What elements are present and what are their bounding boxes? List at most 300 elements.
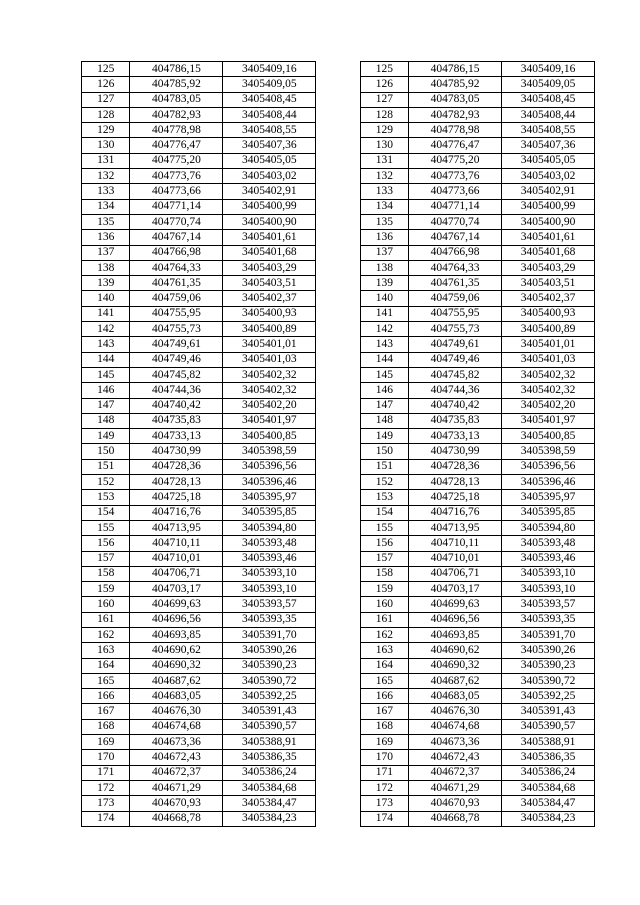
column-gap (316, 780, 360, 795)
left-y-coordinate-cell: 3405384,68 (223, 780, 316, 795)
left-point-number-cell: 146 (82, 383, 130, 398)
left-x-coordinate-cell: 404733,13 (130, 429, 223, 444)
left-point-number-cell: 156 (82, 536, 130, 551)
table-row (82, 811, 595, 826)
right-x-coordinate-cell: 404716,76 (409, 505, 502, 520)
left-y-coordinate-cell: 3405386,24 (223, 765, 316, 780)
table-row (82, 459, 595, 474)
column-gap (316, 337, 360, 352)
table-row (82, 505, 595, 520)
left-point-number-cell: 170 (82, 750, 130, 765)
right-x-coordinate-cell: 404668,78 (409, 811, 502, 826)
right-y-coordinate-cell: 3405391,70 (502, 627, 595, 642)
right-y-coordinate-cell: 3405396,56 (502, 459, 595, 474)
right-point-number-cell: 173 (360, 796, 408, 811)
right-point-number-cell: 163 (360, 643, 408, 658)
left-x-coordinate-cell: 404770,74 (130, 214, 223, 229)
right-x-coordinate-cell: 404671,29 (409, 780, 502, 795)
table-row (82, 536, 595, 551)
right-y-coordinate-cell: 3405403,51 (502, 276, 595, 291)
column-gap (316, 704, 360, 719)
right-y-coordinate-cell: 3405396,46 (502, 475, 595, 490)
left-point-number-cell: 125 (82, 62, 130, 77)
left-x-coordinate-cell: 404778,98 (130, 123, 223, 138)
right-x-coordinate-cell: 404785,92 (409, 77, 502, 92)
left-point-number-cell: 128 (82, 107, 130, 122)
column-gap (316, 490, 360, 505)
right-y-coordinate-cell: 3405400,89 (502, 322, 595, 337)
table-row (82, 765, 595, 780)
right-y-coordinate-cell: 3405395,97 (502, 490, 595, 505)
right-point-number-cell: 144 (360, 352, 408, 367)
left-y-coordinate-cell: 3405390,23 (223, 658, 316, 673)
right-point-number-cell: 129 (360, 123, 408, 138)
column-gap (316, 765, 360, 780)
table-row (82, 566, 595, 581)
column-gap (316, 643, 360, 658)
right-x-coordinate-cell: 404773,76 (409, 169, 502, 184)
right-y-coordinate-cell: 3405390,26 (502, 643, 595, 658)
left-point-number-cell: 129 (82, 123, 130, 138)
left-y-coordinate-cell: 3405400,99 (223, 199, 316, 214)
left-y-coordinate-cell: 3405393,46 (223, 551, 316, 566)
left-point-number-cell: 167 (82, 704, 130, 719)
left-y-coordinate-cell: 3405396,46 (223, 475, 316, 490)
right-point-number-cell: 126 (360, 77, 408, 92)
right-point-number-cell: 128 (360, 107, 408, 122)
table-row (82, 199, 595, 214)
right-x-coordinate-cell: 404749,46 (409, 352, 502, 367)
left-y-coordinate-cell: 3405393,57 (223, 597, 316, 612)
left-x-coordinate-cell: 404735,83 (130, 413, 223, 428)
column-gap (316, 429, 360, 444)
right-x-coordinate-cell: 404740,42 (409, 398, 502, 413)
right-y-coordinate-cell: 3405390,23 (502, 658, 595, 673)
right-x-coordinate-cell: 404674,68 (409, 719, 502, 734)
right-point-number-cell: 152 (360, 475, 408, 490)
column-gap (316, 597, 360, 612)
left-x-coordinate-cell: 404783,05 (130, 92, 223, 107)
right-point-number-cell: 170 (360, 750, 408, 765)
left-y-coordinate-cell: 3405393,10 (223, 582, 316, 597)
left-x-coordinate-cell: 404740,42 (130, 398, 223, 413)
left-x-coordinate-cell: 404671,29 (130, 780, 223, 795)
table-row (82, 475, 595, 490)
left-x-coordinate-cell: 404744,36 (130, 383, 223, 398)
right-y-coordinate-cell: 3405400,99 (502, 199, 595, 214)
left-point-number-cell: 162 (82, 627, 130, 642)
left-y-coordinate-cell: 3405393,48 (223, 536, 316, 551)
right-point-number-cell: 148 (360, 413, 408, 428)
right-x-coordinate-cell: 404710,01 (409, 551, 502, 566)
left-point-number-cell: 127 (82, 92, 130, 107)
column-gap (316, 719, 360, 734)
left-x-coordinate-cell: 404728,36 (130, 459, 223, 474)
left-y-coordinate-cell: 3405403,29 (223, 260, 316, 275)
column-gap (316, 459, 360, 474)
right-x-coordinate-cell: 404733,13 (409, 429, 502, 444)
right-x-coordinate-cell: 404770,74 (409, 214, 502, 229)
column-gap (316, 796, 360, 811)
right-x-coordinate-cell: 404735,83 (409, 413, 502, 428)
right-x-coordinate-cell: 404693,85 (409, 627, 502, 642)
left-point-number-cell: 173 (82, 796, 130, 811)
left-point-number-cell: 153 (82, 490, 130, 505)
left-y-coordinate-cell: 3405401,68 (223, 245, 316, 260)
column-gap (316, 520, 360, 535)
right-x-coordinate-cell: 404771,14 (409, 199, 502, 214)
right-x-coordinate-cell: 404696,56 (409, 612, 502, 627)
left-y-coordinate-cell: 3405392,25 (223, 689, 316, 704)
left-x-coordinate-cell: 404699,63 (130, 597, 223, 612)
right-y-coordinate-cell: 3405395,85 (502, 505, 595, 520)
column-gap (316, 735, 360, 750)
left-y-coordinate-cell: 3405401,61 (223, 230, 316, 245)
left-y-coordinate-cell: 3405402,20 (223, 398, 316, 413)
left-point-number-cell: 160 (82, 597, 130, 612)
left-y-coordinate-cell: 3405386,35 (223, 750, 316, 765)
right-y-coordinate-cell: 3405407,36 (502, 138, 595, 153)
table-row (82, 77, 595, 92)
table-row (82, 322, 595, 337)
column-gap (316, 383, 360, 398)
column-gap (316, 260, 360, 275)
right-y-coordinate-cell: 3405409,16 (502, 62, 595, 77)
right-x-coordinate-cell: 404776,47 (409, 138, 502, 153)
right-point-number-cell: 159 (360, 582, 408, 597)
left-y-coordinate-cell: 3405400,89 (223, 322, 316, 337)
left-y-coordinate-cell: 3405390,72 (223, 673, 316, 688)
table-row (82, 796, 595, 811)
left-point-number-cell: 174 (82, 811, 130, 826)
left-x-coordinate-cell: 404710,01 (130, 551, 223, 566)
right-y-coordinate-cell: 3405402,32 (502, 383, 595, 398)
right-y-coordinate-cell: 3405408,55 (502, 123, 595, 138)
coordinate-table-body (82, 62, 595, 827)
column-gap (316, 536, 360, 551)
left-y-coordinate-cell: 3405401,97 (223, 413, 316, 428)
right-y-coordinate-cell: 3405393,35 (502, 612, 595, 627)
right-x-coordinate-cell: 404767,14 (409, 230, 502, 245)
right-point-number-cell: 132 (360, 169, 408, 184)
right-point-number-cell: 162 (360, 627, 408, 642)
left-point-number-cell: 144 (82, 352, 130, 367)
column-gap (316, 306, 360, 321)
left-y-coordinate-cell: 3405408,55 (223, 123, 316, 138)
table-row (82, 627, 595, 642)
right-y-coordinate-cell: 3405401,97 (502, 413, 595, 428)
left-point-number-cell: 138 (82, 260, 130, 275)
right-y-coordinate-cell: 3405402,91 (502, 184, 595, 199)
column-gap (316, 322, 360, 337)
right-x-coordinate-cell: 404687,62 (409, 673, 502, 688)
table-row (82, 107, 595, 122)
left-y-coordinate-cell: 3405396,56 (223, 459, 316, 474)
left-x-coordinate-cell: 404759,06 (130, 291, 223, 306)
right-x-coordinate-cell: 404755,95 (409, 306, 502, 321)
right-x-coordinate-cell: 404728,36 (409, 459, 502, 474)
column-gap (316, 138, 360, 153)
right-point-number-cell: 131 (360, 153, 408, 168)
right-point-number-cell: 155 (360, 520, 408, 535)
right-x-coordinate-cell: 404710,11 (409, 536, 502, 551)
left-point-number-cell: 130 (82, 138, 130, 153)
right-y-coordinate-cell: 3405400,90 (502, 214, 595, 229)
table-row (82, 230, 595, 245)
left-y-coordinate-cell: 3405408,44 (223, 107, 316, 122)
left-y-coordinate-cell: 3405402,32 (223, 383, 316, 398)
right-point-number-cell: 153 (360, 490, 408, 505)
table-row (82, 398, 595, 413)
left-x-coordinate-cell: 404749,61 (130, 337, 223, 352)
right-point-number-cell: 134 (360, 199, 408, 214)
left-point-number-cell: 134 (82, 199, 130, 214)
table-row (82, 735, 595, 750)
right-point-number-cell: 135 (360, 214, 408, 229)
table-row (82, 245, 595, 260)
left-x-coordinate-cell: 404785,92 (130, 77, 223, 92)
right-x-coordinate-cell: 404699,63 (409, 597, 502, 612)
left-x-coordinate-cell: 404673,36 (130, 735, 223, 750)
left-point-number-cell: 154 (82, 505, 130, 520)
right-point-number-cell: 143 (360, 337, 408, 352)
table-row (82, 551, 595, 566)
left-y-coordinate-cell: 3405384,23 (223, 811, 316, 826)
left-x-coordinate-cell: 404786,15 (130, 62, 223, 77)
right-y-coordinate-cell: 3405391,43 (502, 704, 595, 719)
left-y-coordinate-cell: 3405409,16 (223, 62, 316, 77)
left-x-coordinate-cell: 404696,56 (130, 612, 223, 627)
right-point-number-cell: 151 (360, 459, 408, 474)
left-y-coordinate-cell: 3405391,43 (223, 704, 316, 719)
right-y-coordinate-cell: 3405408,44 (502, 107, 595, 122)
right-x-coordinate-cell: 404773,66 (409, 184, 502, 199)
right-point-number-cell: 166 (360, 689, 408, 704)
right-x-coordinate-cell: 404759,06 (409, 291, 502, 306)
table-row (82, 597, 595, 612)
right-y-coordinate-cell: 3405401,61 (502, 230, 595, 245)
left-y-coordinate-cell: 3405384,47 (223, 796, 316, 811)
left-y-coordinate-cell: 3405400,85 (223, 429, 316, 444)
table-row (82, 704, 595, 719)
left-x-coordinate-cell: 404683,05 (130, 689, 223, 704)
column-gap (316, 62, 360, 77)
right-point-number-cell: 138 (360, 260, 408, 275)
right-x-coordinate-cell: 404749,61 (409, 337, 502, 352)
column-gap (316, 245, 360, 260)
right-point-number-cell: 164 (360, 658, 408, 673)
right-x-coordinate-cell: 404673,36 (409, 735, 502, 750)
left-x-coordinate-cell: 404766,98 (130, 245, 223, 260)
column-gap (316, 398, 360, 413)
column-gap (316, 230, 360, 245)
left-point-number-cell: 172 (82, 780, 130, 795)
left-point-number-cell: 159 (82, 582, 130, 597)
table-row (82, 184, 595, 199)
left-x-coordinate-cell: 404672,43 (130, 750, 223, 765)
left-x-coordinate-cell: 404767,14 (130, 230, 223, 245)
right-x-coordinate-cell: 404730,99 (409, 444, 502, 459)
left-point-number-cell: 136 (82, 230, 130, 245)
left-point-number-cell: 147 (82, 398, 130, 413)
right-point-number-cell: 137 (360, 245, 408, 260)
left-point-number-cell: 161 (82, 612, 130, 627)
right-y-coordinate-cell: 3405398,59 (502, 444, 595, 459)
left-point-number-cell: 141 (82, 306, 130, 321)
table-row (82, 138, 595, 153)
left-x-coordinate-cell: 404773,66 (130, 184, 223, 199)
left-x-coordinate-cell: 404764,33 (130, 260, 223, 275)
right-y-coordinate-cell: 3405393,10 (502, 582, 595, 597)
left-x-coordinate-cell: 404730,99 (130, 444, 223, 459)
right-y-coordinate-cell: 3405393,57 (502, 597, 595, 612)
left-y-coordinate-cell: 3405388,91 (223, 735, 316, 750)
left-x-coordinate-cell: 404745,82 (130, 367, 223, 382)
left-x-coordinate-cell: 404749,46 (130, 352, 223, 367)
right-x-coordinate-cell: 404775,20 (409, 153, 502, 168)
left-point-number-cell: 168 (82, 719, 130, 734)
left-y-coordinate-cell: 3405395,97 (223, 490, 316, 505)
left-point-number-cell: 157 (82, 551, 130, 566)
right-y-coordinate-cell: 3405393,10 (502, 566, 595, 581)
right-y-coordinate-cell: 3405384,47 (502, 796, 595, 811)
left-x-coordinate-cell: 404716,76 (130, 505, 223, 520)
right-point-number-cell: 156 (360, 536, 408, 551)
table-row (82, 291, 595, 306)
left-y-coordinate-cell: 3405401,03 (223, 352, 316, 367)
left-y-coordinate-cell: 3405395,85 (223, 505, 316, 520)
left-point-number-cell: 126 (82, 77, 130, 92)
column-gap (316, 566, 360, 581)
left-point-number-cell: 145 (82, 367, 130, 382)
left-y-coordinate-cell: 3405393,10 (223, 566, 316, 581)
right-x-coordinate-cell: 404706,71 (409, 566, 502, 581)
left-point-number-cell: 158 (82, 566, 130, 581)
right-x-coordinate-cell: 404672,37 (409, 765, 502, 780)
right-x-coordinate-cell: 404703,17 (409, 582, 502, 597)
right-x-coordinate-cell: 404782,93 (409, 107, 502, 122)
left-x-coordinate-cell: 404670,93 (130, 796, 223, 811)
right-y-coordinate-cell: 3405392,25 (502, 689, 595, 704)
right-x-coordinate-cell: 404725,18 (409, 490, 502, 505)
left-point-number-cell: 139 (82, 276, 130, 291)
left-point-number-cell: 152 (82, 475, 130, 490)
right-y-coordinate-cell: 3405403,29 (502, 260, 595, 275)
left-x-coordinate-cell: 404706,71 (130, 566, 223, 581)
column-gap (316, 276, 360, 291)
right-x-coordinate-cell: 404744,36 (409, 383, 502, 398)
left-y-coordinate-cell: 3405390,57 (223, 719, 316, 734)
left-x-coordinate-cell: 404710,11 (130, 536, 223, 551)
left-y-coordinate-cell: 3405390,26 (223, 643, 316, 658)
right-y-coordinate-cell: 3405401,03 (502, 352, 595, 367)
left-point-number-cell: 165 (82, 673, 130, 688)
right-y-coordinate-cell: 3405384,23 (502, 811, 595, 826)
right-x-coordinate-cell: 404728,13 (409, 475, 502, 490)
column-gap (316, 184, 360, 199)
table-row (82, 337, 595, 352)
table-row (82, 643, 595, 658)
left-point-number-cell: 155 (82, 520, 130, 535)
column-gap (316, 658, 360, 673)
left-x-coordinate-cell: 404761,35 (130, 276, 223, 291)
right-point-number-cell: 160 (360, 597, 408, 612)
table-row (82, 490, 595, 505)
left-y-coordinate-cell: 3405405,05 (223, 153, 316, 168)
column-gap (316, 153, 360, 168)
left-x-coordinate-cell: 404693,85 (130, 627, 223, 642)
table-row (82, 169, 595, 184)
right-point-number-cell: 150 (360, 444, 408, 459)
right-y-coordinate-cell: 3405386,35 (502, 750, 595, 765)
right-point-number-cell: 125 (360, 62, 408, 77)
right-y-coordinate-cell: 3405390,72 (502, 673, 595, 688)
left-point-number-cell: 150 (82, 444, 130, 459)
left-x-coordinate-cell: 404676,30 (130, 704, 223, 719)
left-x-coordinate-cell: 404690,32 (130, 658, 223, 673)
left-point-number-cell: 163 (82, 643, 130, 658)
column-gap (316, 750, 360, 765)
left-y-coordinate-cell: 3405409,05 (223, 77, 316, 92)
right-point-number-cell: 168 (360, 719, 408, 734)
column-gap (316, 551, 360, 566)
table-row (82, 780, 595, 795)
left-y-coordinate-cell: 3405398,59 (223, 444, 316, 459)
table-row (82, 153, 595, 168)
column-gap (316, 582, 360, 597)
right-point-number-cell: 157 (360, 551, 408, 566)
right-x-coordinate-cell: 404766,98 (409, 245, 502, 260)
column-gap (316, 107, 360, 122)
right-y-coordinate-cell: 3405393,46 (502, 551, 595, 566)
table-row (82, 306, 595, 321)
table-row (82, 612, 595, 627)
left-point-number-cell: 164 (82, 658, 130, 673)
right-point-number-cell: 141 (360, 306, 408, 321)
column-gap (316, 673, 360, 688)
column-gap (316, 627, 360, 642)
table-row (82, 719, 595, 734)
column-gap (316, 77, 360, 92)
right-x-coordinate-cell: 404755,73 (409, 322, 502, 337)
left-y-coordinate-cell: 3405402,37 (223, 291, 316, 306)
left-x-coordinate-cell: 404773,76 (130, 169, 223, 184)
left-point-number-cell: 133 (82, 184, 130, 199)
right-y-coordinate-cell: 3405400,85 (502, 429, 595, 444)
right-y-coordinate-cell: 3405400,93 (502, 306, 595, 321)
left-y-coordinate-cell: 3405402,91 (223, 184, 316, 199)
left-point-number-cell: 142 (82, 322, 130, 337)
left-x-coordinate-cell: 404776,47 (130, 138, 223, 153)
right-y-coordinate-cell: 3405405,05 (502, 153, 595, 168)
right-point-number-cell: 149 (360, 429, 408, 444)
left-y-coordinate-cell: 3405407,36 (223, 138, 316, 153)
right-x-coordinate-cell: 404745,82 (409, 367, 502, 382)
right-point-number-cell: 140 (360, 291, 408, 306)
right-x-coordinate-cell: 404676,30 (409, 704, 502, 719)
right-x-coordinate-cell: 404690,62 (409, 643, 502, 658)
column-gap (316, 214, 360, 229)
left-x-coordinate-cell: 404775,20 (130, 153, 223, 168)
right-y-coordinate-cell: 3405408,45 (502, 92, 595, 107)
right-x-coordinate-cell: 404690,32 (409, 658, 502, 673)
table-row (82, 62, 595, 77)
table-row (82, 383, 595, 398)
column-gap (316, 475, 360, 490)
right-x-coordinate-cell: 404778,98 (409, 123, 502, 138)
table-row (82, 367, 595, 382)
right-point-number-cell: 161 (360, 612, 408, 627)
